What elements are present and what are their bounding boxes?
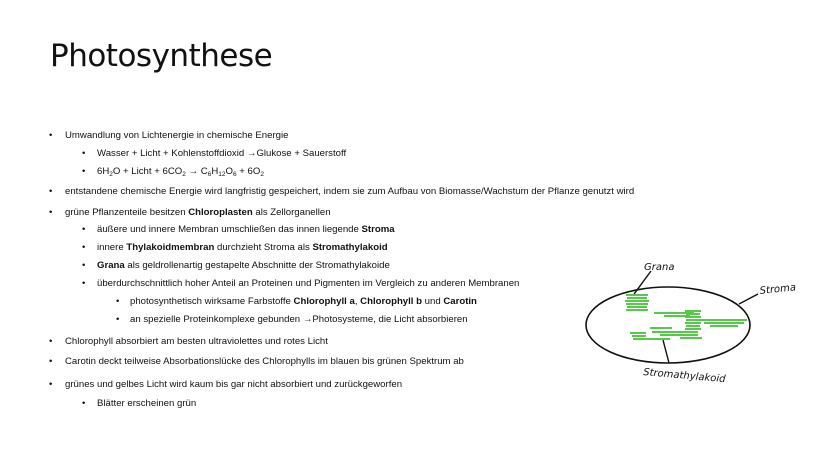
thylakoid-membrane [627,297,647,299]
bullet-text-part: äußere und innere Membran umschließen das innen liegende [97,224,362,235]
bullet-text-part: an spezielle Proteinkomplexe gebunden [130,314,303,325]
bullet-marker: • [49,356,53,367]
bullet-text-part: Chloroplasten [188,207,253,218]
grana-pointer-line [634,271,651,294]
bullet-marker: • [82,242,86,253]
bullet-text-part: Carotin deckt teilweise Absorbationslücke des Chlorophylls im blauen bis grünen Spektrum ab [65,356,464,367]
bullet-text-part: + 6O [236,166,261,177]
bullet-text-part: Blätter erscheinen grün [97,398,197,409]
bullet-text-part: Chlorophyll absorbiert am besten ultraviolettes und rotes Licht [65,336,328,347]
bullet-text-part: Carotin [443,296,477,307]
thylakoid-stacks [625,294,747,340]
thylakoid-membrane [680,337,702,339]
thylakoid-membrane [685,328,701,330]
thylakoid-membrane [676,331,698,333]
bullet-text-part: H [211,166,219,177]
bullet-text-part: 2 [260,171,264,178]
stroma-pointer-line [739,294,758,304]
thylakoid-membrane [685,316,701,318]
bullet-text-part: Grana [97,260,125,271]
thylakoid-membrane [625,300,649,302]
bullet-marker: • [49,207,53,218]
bullet-text-part: entstandene chemische Energie wird langfristig gespeichert, indem sie zum Aufbau von Biomasse/Wachstum der Pflanze genutzt wird [65,186,635,197]
bullet-marker: • [82,166,86,177]
bullet-marker: • [82,278,86,289]
bullet-marker: • [82,260,86,271]
slide-title: Photosynthese [50,38,273,74]
bullet-marker: • [116,314,120,325]
bullet-text-part: → [246,148,257,159]
bullet-text-part: 12 [218,171,226,178]
bullet-text-part: Chlorophyll a [293,296,355,307]
thylakoid-membrane [626,303,648,305]
bullet-text-part: → [302,314,313,325]
bullet-text-part: 6H [97,166,110,177]
thylakoid-membrane [685,310,701,312]
bullet-text-part: Glukose + Sauerstoff [256,148,347,159]
thylakoid-membrane [626,294,648,296]
bullet-marker: • [49,336,53,347]
thylakoid-membrane [626,309,648,311]
bullet-text-part: und [422,296,444,307]
bullet-marker: • [116,296,120,307]
bullet-text-part: , [354,296,361,307]
bullet-text-part: durchzieht Stroma als [214,242,313,253]
thylakoid-membrane [630,332,646,334]
bullet-marker: • [82,398,86,409]
bullet-marker: • [49,379,53,390]
bullet-text-part: Thylakoidmembran [126,242,215,253]
bullet-text-part: Wasser + Licht + Kohlenstoffdioxid [97,148,247,159]
bullet-text-part: Chlorophyll b [360,296,422,307]
thylakoid-membrane [710,325,738,327]
thylakoid-membrane [686,325,700,327]
thylakoid-membrane [685,322,701,324]
thylakoid-membrane [650,327,672,329]
thylakoid-membrane [633,338,663,340]
thylakoid-membrane [697,319,747,321]
stromathylakoid-pointer-line [663,340,669,363]
bullet-text-part: grünes und gelbes Licht wird kaum bis gar nicht absorbiert und zurückgeworfen [65,379,403,390]
bullet-marker: • [82,148,86,159]
bullet-text-part: als Zellorganellen [252,207,331,218]
bullet-text-part: O + Licht + 6CO [112,166,183,177]
bullet-text-part: Umwandlung von Lichtenergie in chemische Energie [65,130,289,141]
bullet-text-part: grüne Pflanzenteile besitzen [65,207,189,218]
bullet-text-part: → C [185,166,208,177]
label-stroma: Stroma [759,282,797,297]
bullet-text-part: photosynthetisch wirksame Farbstoffe [130,296,294,307]
bullet-marker: • [49,130,53,141]
bullet-text-part: 2 [109,171,113,178]
bullet-text-part: 6 [207,171,212,178]
thylakoid-membrane [678,334,698,336]
bullet-text-part: Stroma [361,224,395,235]
bullet-text-part: als geldrollenartig gestapelte Abschnitte der Stromathylakoide [124,260,390,271]
thylakoid-membrane [704,322,744,324]
bullet-text-part: überdurchschnittlich hoher Anteil an Proteinen und Pigmenten im Vergleich zu anderen Membranen [97,278,520,289]
bullet-text-part: O [225,166,233,177]
label-grana: Grana [644,262,675,273]
label-stromathylakoid: Stromathylakoid [642,367,726,386]
thylakoid-membrane [660,338,670,340]
bullet-marker: • [82,224,86,235]
bullet-text-part: 6 [232,171,237,178]
bullet-text-part: Photosysteme, die Licht absorbieren [312,314,468,325]
bullet-text-part: 2 [182,171,186,178]
bullet-marker: • [49,186,53,197]
thylakoid-membrane [686,313,700,315]
bullet-text-part: innere [97,242,127,253]
thylakoid-membrane [627,306,647,308]
thylakoid-membrane [632,335,646,337]
bullet-text-part: Stromathylakoid [312,242,388,253]
